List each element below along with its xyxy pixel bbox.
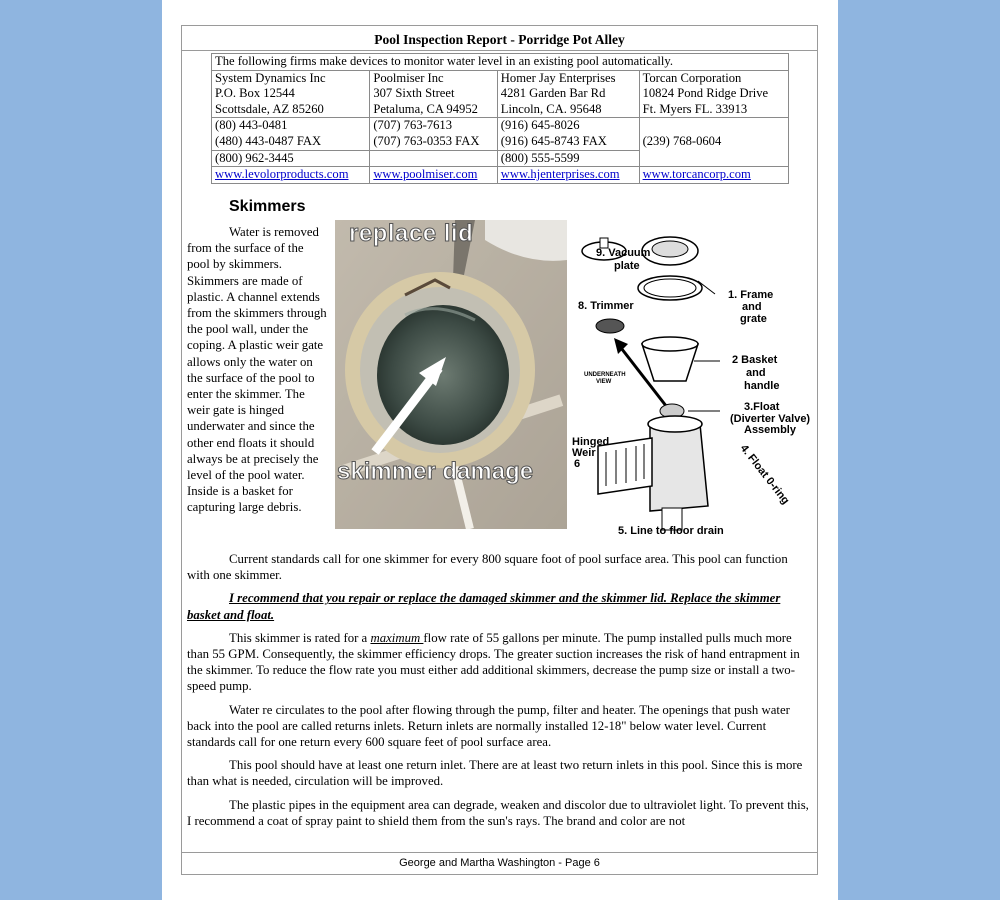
paragraph-text: flow rate of 55 gallons per minute. The pump installed pulls much more than 55 GPM. Consequently, the skimmer efficiency drops. The greater suction increases the risk of hand entrapment in the skimmer. To reduce the flow rate you must either add additional skimmers, decrease the pump size or install a two-speed pump. [187,630,800,694]
vendor-address: 4281 Garden Bar Rd [500,86,606,101]
vendor-name: System Dynamics Inc [215,70,326,85]
vendor-address-cell [370,70,497,118]
label-frame: 1. Frame [728,289,774,301]
vendor-phone: (916) 645-8026 [500,118,580,133]
paragraph-text: This skimmer is rated for a [229,630,371,645]
body-text [187,551,812,836]
page-frame [181,25,818,875]
vendor-link[interactable]: www.torcancorp.com [642,167,751,182]
vendor-address: Scottsdale, AZ 85260 [215,101,324,116]
vendor-phone: (239) 768-0604 [642,134,722,149]
skimmer-parts-drawing [570,216,818,536]
vendor-url-cell [212,167,370,184]
paragraph: The plastic pipes in the equipment area can degrade, weaken and discolor due to ultraviolet light. To prevent this, I recommend a coat of spray paint to shield them from the sun's rays. The brand and color are not [187,797,809,828]
vendor-phone-cell [370,118,497,150]
paragraph [187,630,812,695]
vendor-table-intro: The following firms make devices to monitor water level in an existing pool automatically. [212,54,789,71]
label-trimmer: 8. Trimmer [578,300,634,312]
vendor-url-cell [370,167,497,184]
photo-caption-bottom: skimmer damage [337,458,534,485]
table-row [212,70,789,118]
vendor-address-cell [497,70,639,118]
section-heading: Skimmers [229,198,306,215]
vendor-fax: (916) 645-8743 FAX [500,133,607,148]
vendor-phone: (80) 443-0481 [215,118,288,133]
vendor-tollfree: (800) 555-5599 [497,150,639,167]
vendor-tollfree: (800) 962-3445 [212,150,370,167]
label-hinged-2: Weir [572,447,596,459]
label-float: 3.Float [744,401,780,413]
report-page [162,0,838,900]
vendor-address: 307 Sixth Street [373,86,455,101]
vendor-phone-cell [212,118,370,150]
footer-divider [182,852,817,853]
vendor-address: Lincoln, CA. 95648 [500,101,602,116]
label-frame-3: grate [740,313,767,325]
label-hinged-3: 6 [574,458,581,470]
vendor-address: Petaluma, CA 94952 [373,101,478,116]
skimmer-photo [335,220,567,529]
label-float-oring: 4. Float 0-ring [737,442,792,507]
label-underneath-2: VIEW [596,379,612,385]
vendor-fax: (707) 763-0353 FAX [373,133,480,148]
vendor-url-cell [639,167,788,184]
table-row [212,167,789,184]
vendor-address: 10824 Pond Ridge Drive [642,86,769,101]
vendor-phone: (707) 763-7613 [373,118,453,133]
vendor-name: Torcan Corporation [642,70,742,85]
page-footer: George and Martha Washington - Page 6 [399,857,600,869]
vendor-link[interactable]: www.levolorproducts.com [215,167,349,182]
label-float-3: Assembly [744,424,796,436]
skimmer-parts-diagram [570,216,818,536]
vendor-fax: (480) 443-0487 FAX [215,133,322,148]
emphasis-text: maximum [370,630,424,645]
label-underneath: UNDERNEATH [584,372,626,378]
skimmer-description: Water is removed from the surface of the pool by skimmers. Skimmers are made of plastic. A channel extends from the skimmers through the pool wall, under the coping. A plastic weir gate allows only the water on the surface of the pool to enter the skimmer. The weir gate is hinged underwater and since the other end floats it should always be at precisely the level of the pool water. Inside is a basket for capturing large debris. [187,225,327,515]
label-frame-2: and [742,301,762,313]
trimmer-shape [596,319,624,333]
vendor-address-cell [212,70,370,118]
vendor-address: Ft. Myers FL. 33913 [642,101,748,116]
vendor-table [211,53,789,184]
vendor-address-cell [639,70,788,118]
label-basket-2: and [746,367,766,379]
vendor-name: Homer Jay Enterprises [500,70,616,85]
vendor-tollfree [370,150,497,167]
vendor-address: P.O. Box 12544 [215,86,295,101]
table-row [212,118,789,150]
label-hinged: Hinged [572,436,610,448]
paragraph: This pool should have at least one return inlet. There are at least two return inlets in this pool. Since this is more than what is needed, circulation will be improved. [187,758,803,789]
photo-caption-top: replace lid [349,220,474,247]
skimmer-body-shape [650,424,708,511]
paragraph: Water re circulates to the pool after flowing through the pump, filter and heater. The openings that push water back into the pool are called returns inlets. Return inlets are normally installed 12-18" below water level. Current standards call for one return every 600 square feet of pool surface area. [187,702,790,750]
vendor-link[interactable]: www.hjenterprises.com [500,167,620,182]
report-title: Pool Inspection Report - Porridge Pot Alley [374,32,625,47]
label-float-2: (Diverter Valve) [730,413,811,425]
label-vacuum-plate: 9. Vacuum [596,247,651,259]
vendor-url-cell [497,167,639,184]
label-vacuum-plate-2: plate [614,260,640,272]
vendor-phone-cell [497,118,639,150]
vendor-name: Poolmiser Inc [373,70,444,85]
paragraph: Current standards call for one skimmer for every 800 square foot of pool surface area. This pool can function with one skimmer. [187,552,788,583]
title-divider [182,50,817,51]
vendor-link[interactable]: www.poolmiser.com [373,167,478,182]
label-basket: 2 Basket [732,354,778,366]
label-basket-3: handle [744,380,780,392]
label-floor-drain: 5. Line to floor drain [618,525,724,536]
recommendation: I recommend that you repair or replace the damaged skimmer and the skimmer lid. Replace the skimmer basket and float. [187,591,781,622]
vendor-phone-cell [639,118,788,167]
